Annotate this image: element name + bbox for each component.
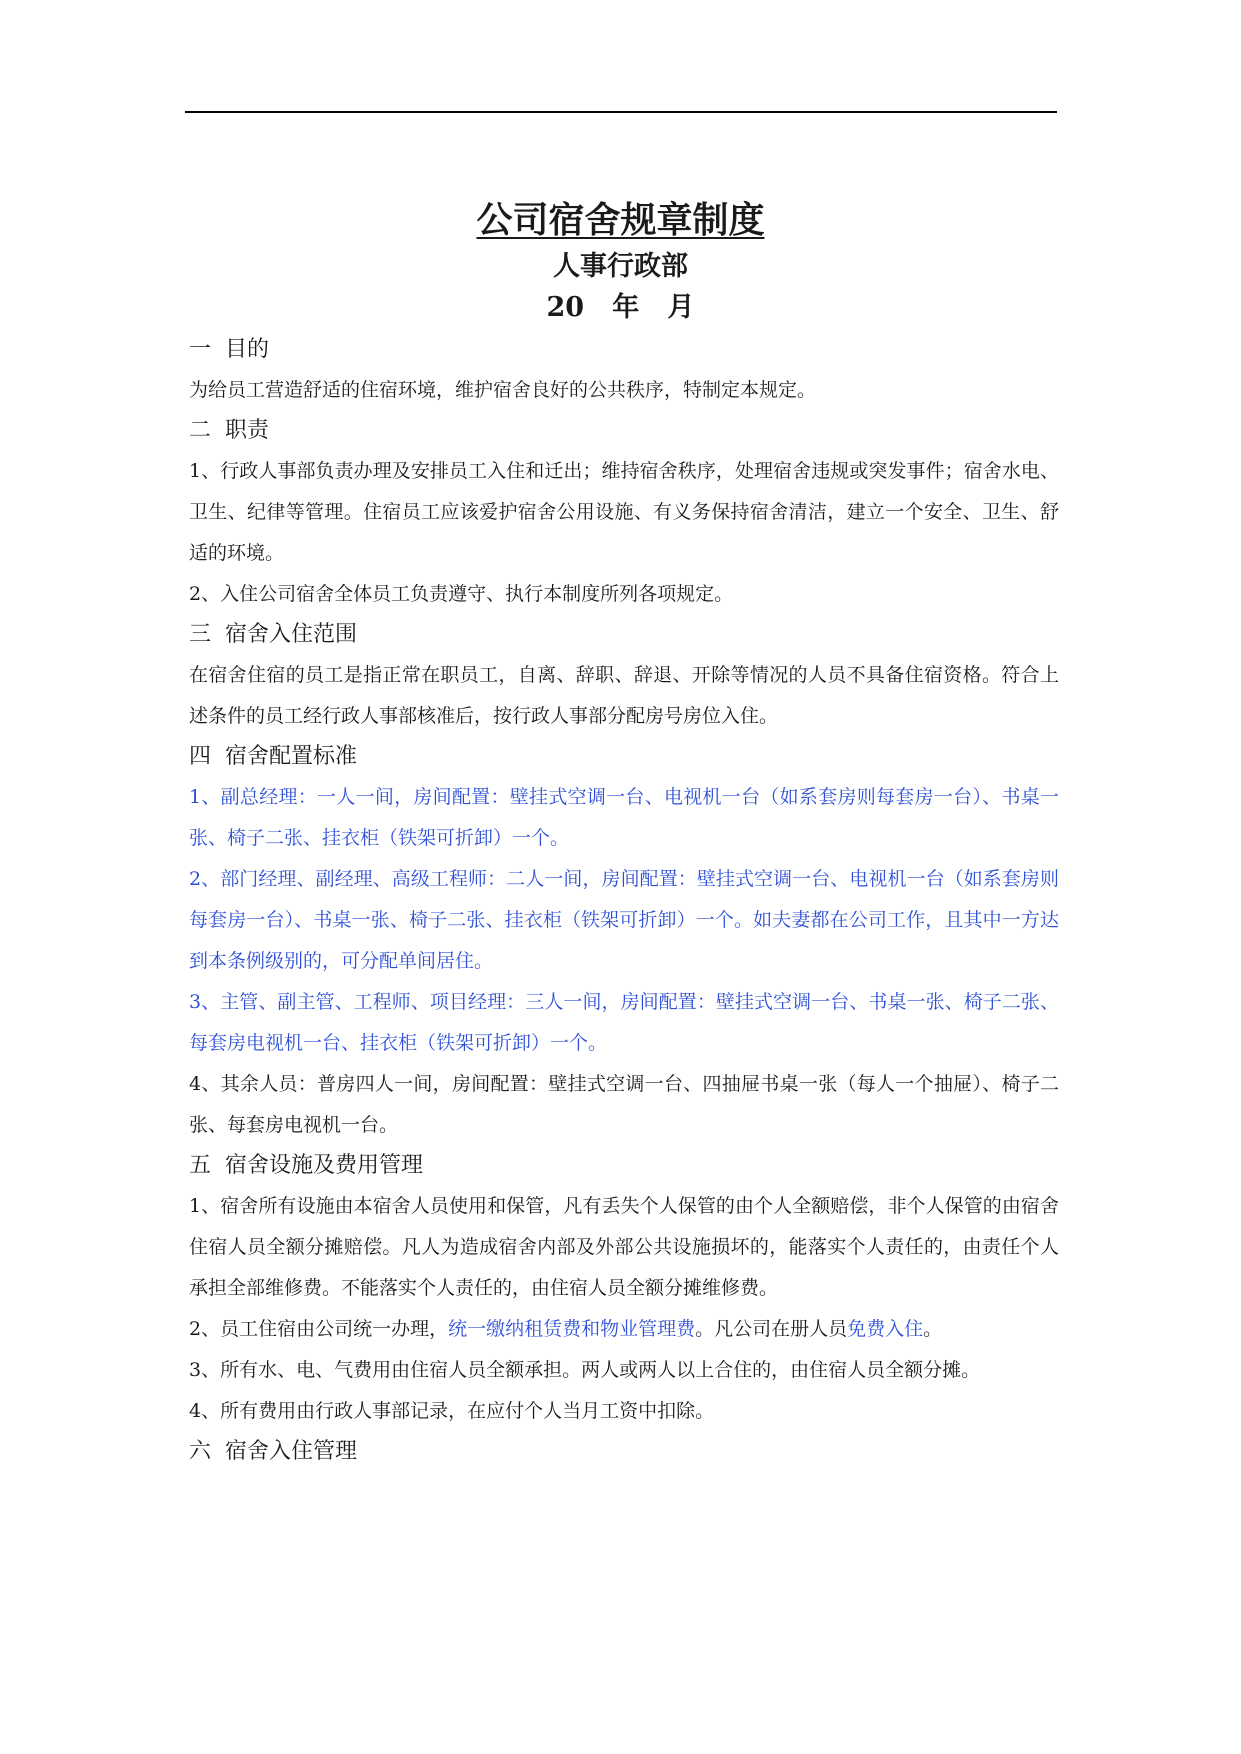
section-heading-facilities: 五 宿舍设施及费用管理: [189, 1153, 424, 1178]
section-heading-checkin: 六 宿舍入住管理: [189, 1439, 358, 1464]
paragraph-duties-1: 1、行政人事部负责办理及安排员工入住和迁出；维持宿舍秩序，处理宿舍违规或突发事件；宿舍水电、卫生、纪律等管理。住宿员工应该爱护宿舍公用设施、有义务保持宿舍清洁，建立一个安全、卫生、舒适的环境。: [189, 460, 1059, 564]
section-heading-purpose: 一 目的: [189, 337, 270, 362]
highlight-free-stay: 免费入住: [847, 1318, 924, 1340]
paragraph-standard-2: 2、部门经理、副经理、高级工程师：二人一间，房间配置：壁挂式空调一台、电视机一台（如系套房则每套房一台）、书桌一张、椅子二张、挂衣柜（铁架可折卸）一个。如夫妻都在公司工作，且其中一方达到本条例级别的，可分配单间居住。: [189, 868, 1059, 972]
paragraph-duties-2: 2、入住公司宿舍全体员工负责遵守、执行本制度所列各项规定。: [189, 583, 734, 605]
section-heading-duties: 二 职责: [189, 418, 270, 443]
document-title: 公司宿舍规章制度: [476, 200, 765, 241]
header-rule: [185, 111, 1057, 113]
document-date: 20 年 月: [546, 292, 695, 323]
paragraph-standard-1: 1、副总经理：一人一间，房间配置：壁挂式空调一台、电视机一台（如系套房则每套房一台）、书桌一张、椅子二张、挂衣柜（铁架可折卸）一个。: [189, 786, 1059, 849]
paragraph-facilities-1: 1、宿舍所有设施由本宿舍人员使用和保管，凡有丢失个人保管的由个人全额赔偿，非个人保管的由宿舍住宿人员全额分摊赔偿。凡人为造成宿舍内部及外部公共设施损坏的，能落实个人责任的，由责任个人承担全部维修费。不能落实个人责任的，由住宿人员全额分摊维修费。: [189, 1195, 1059, 1299]
title-block: [0, 196, 1241, 328]
highlight-fees: 统一缴纳租赁费和物业管理费: [448, 1318, 696, 1340]
section-heading-standards: 四 宿舍配置标准: [189, 744, 358, 769]
department-name: 人事行政部: [553, 251, 688, 282]
paragraph-standard-4: 4、其余人员：普房四人一间，房间配置：壁挂式空调一台、四抽屉书桌一张（每人一个抽屉）、椅子二张、每套房电视机一台。: [189, 1073, 1059, 1136]
paragraph-facilities-4: 4、所有费用由行政人事部记录，在应付个人当月工资中扣除。: [189, 1400, 715, 1422]
document-body: [189, 330, 1059, 1472]
paragraph-facilities-2: 2、员工住宿由公司统一办理，统一缴纳租赁费和物业管理费。凡公司在册人员免费入住。: [189, 1318, 943, 1340]
paragraph-scope: 在宿舍住宿的员工是指正常在职员工，自离、辞职、辞退、开除等情况的人员不具备住宿资格。符合上述条件的员工经行政人事部核准后，按行政人事部分配房号房位入住。: [189, 664, 1059, 727]
paragraph-standard-3: 3、主管、副主管、工程师、项目经理：三人一间，房间配置：壁挂式空调一台、书桌一张、椅子二张、每套房电视机一台、挂衣柜（铁架可折卸）一个。: [189, 991, 1059, 1054]
paragraph-purpose: 为给员工营造舒适的住宿环境，维护宿舍良好的公共秩序，特制定本规定。: [189, 379, 817, 401]
section-heading-scope: 三 宿舍入住范围: [189, 622, 358, 647]
paragraph-facilities-3: 3、所有水、电、气费用由住宿人员全额承担。两人或两人以上合住的，由住宿人员全额分摊。: [189, 1359, 981, 1381]
